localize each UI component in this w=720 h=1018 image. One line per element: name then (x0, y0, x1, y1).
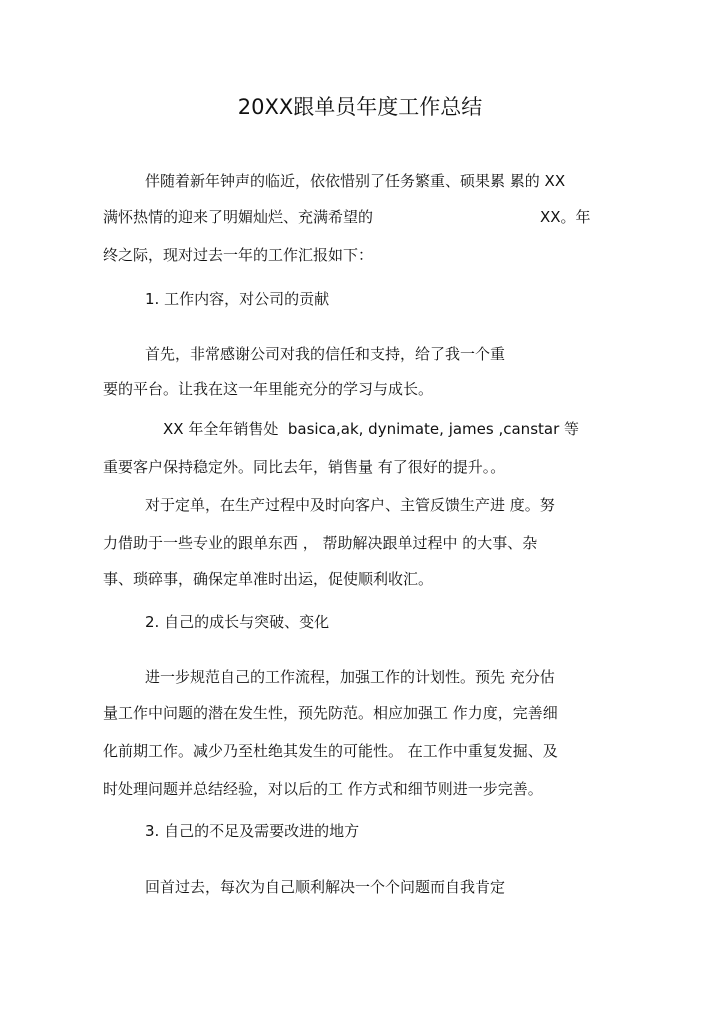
document-title: 20XX跟单员年度工作总结 (237, 95, 483, 119)
section-heading: 3. 自己的不足及需要改进的地方 (145, 822, 360, 840)
paragraph-line: 量工作中问题的潜在发生性，预先防范。相应加强工 作力度，完善细 (103, 704, 558, 722)
paragraph-line: 重要客户保持稳定外。同比去年，销售量 有了很好的提升。。 (103, 458, 506, 476)
paragraph-line: 进一步规范自己的工作流程，加强工作的计划性。预先 充分估 (145, 668, 555, 686)
paragraph-line: 要的平台。让我在这一年里能充分的学习与成长。 (103, 380, 434, 398)
paragraph-line: 首先，非常感谢公司对我的信任和支持，给了我一个重 (145, 345, 506, 363)
paragraph-line: 满怀热情的迎来了明媚灿烂、充满希望的 (103, 208, 374, 226)
paragraph-line: 时处理问题并总结经验，对以后的工 作方式和细节则进一步完善。 (103, 780, 543, 798)
paragraph-line: XX。年 (540, 208, 591, 226)
paragraph-line: 力借助于一些专业的跟单东西 ， 帮助解决跟单过程中 的大事、杂 (103, 534, 538, 552)
paragraph-line: XX 年全年销售处 basica,ak, dynimate, james ,canstar 等 (163, 420, 580, 438)
paragraph-line: 化前期工作。减少乃至杜绝其发生的可能性。 在工作中重复发掘、及 (103, 742, 558, 760)
paragraph-line: 事、琐碎事，确保定单准时出运，促使顺利收汇。 (103, 570, 434, 588)
paragraph-line: 终之际，现对过去一年的工作汇报如下： (103, 246, 374, 264)
section-heading: 1. 工作内容，对公司的贡献 (145, 290, 330, 308)
paragraph-line: 回首过去，每次为自己顺利解决一个个问题而自我肯定 (145, 878, 506, 896)
paragraph-line: 对于定单，在生产过程中及时向客户、主管反馈生产进 度。努 (145, 496, 555, 514)
paragraph-line: 伴随着新年钟声的临近，依依惜别了任务繁重、硕果累 累的 XX (145, 172, 566, 190)
section-heading: 2. 自己的成长与突破、变化 (145, 613, 330, 631)
